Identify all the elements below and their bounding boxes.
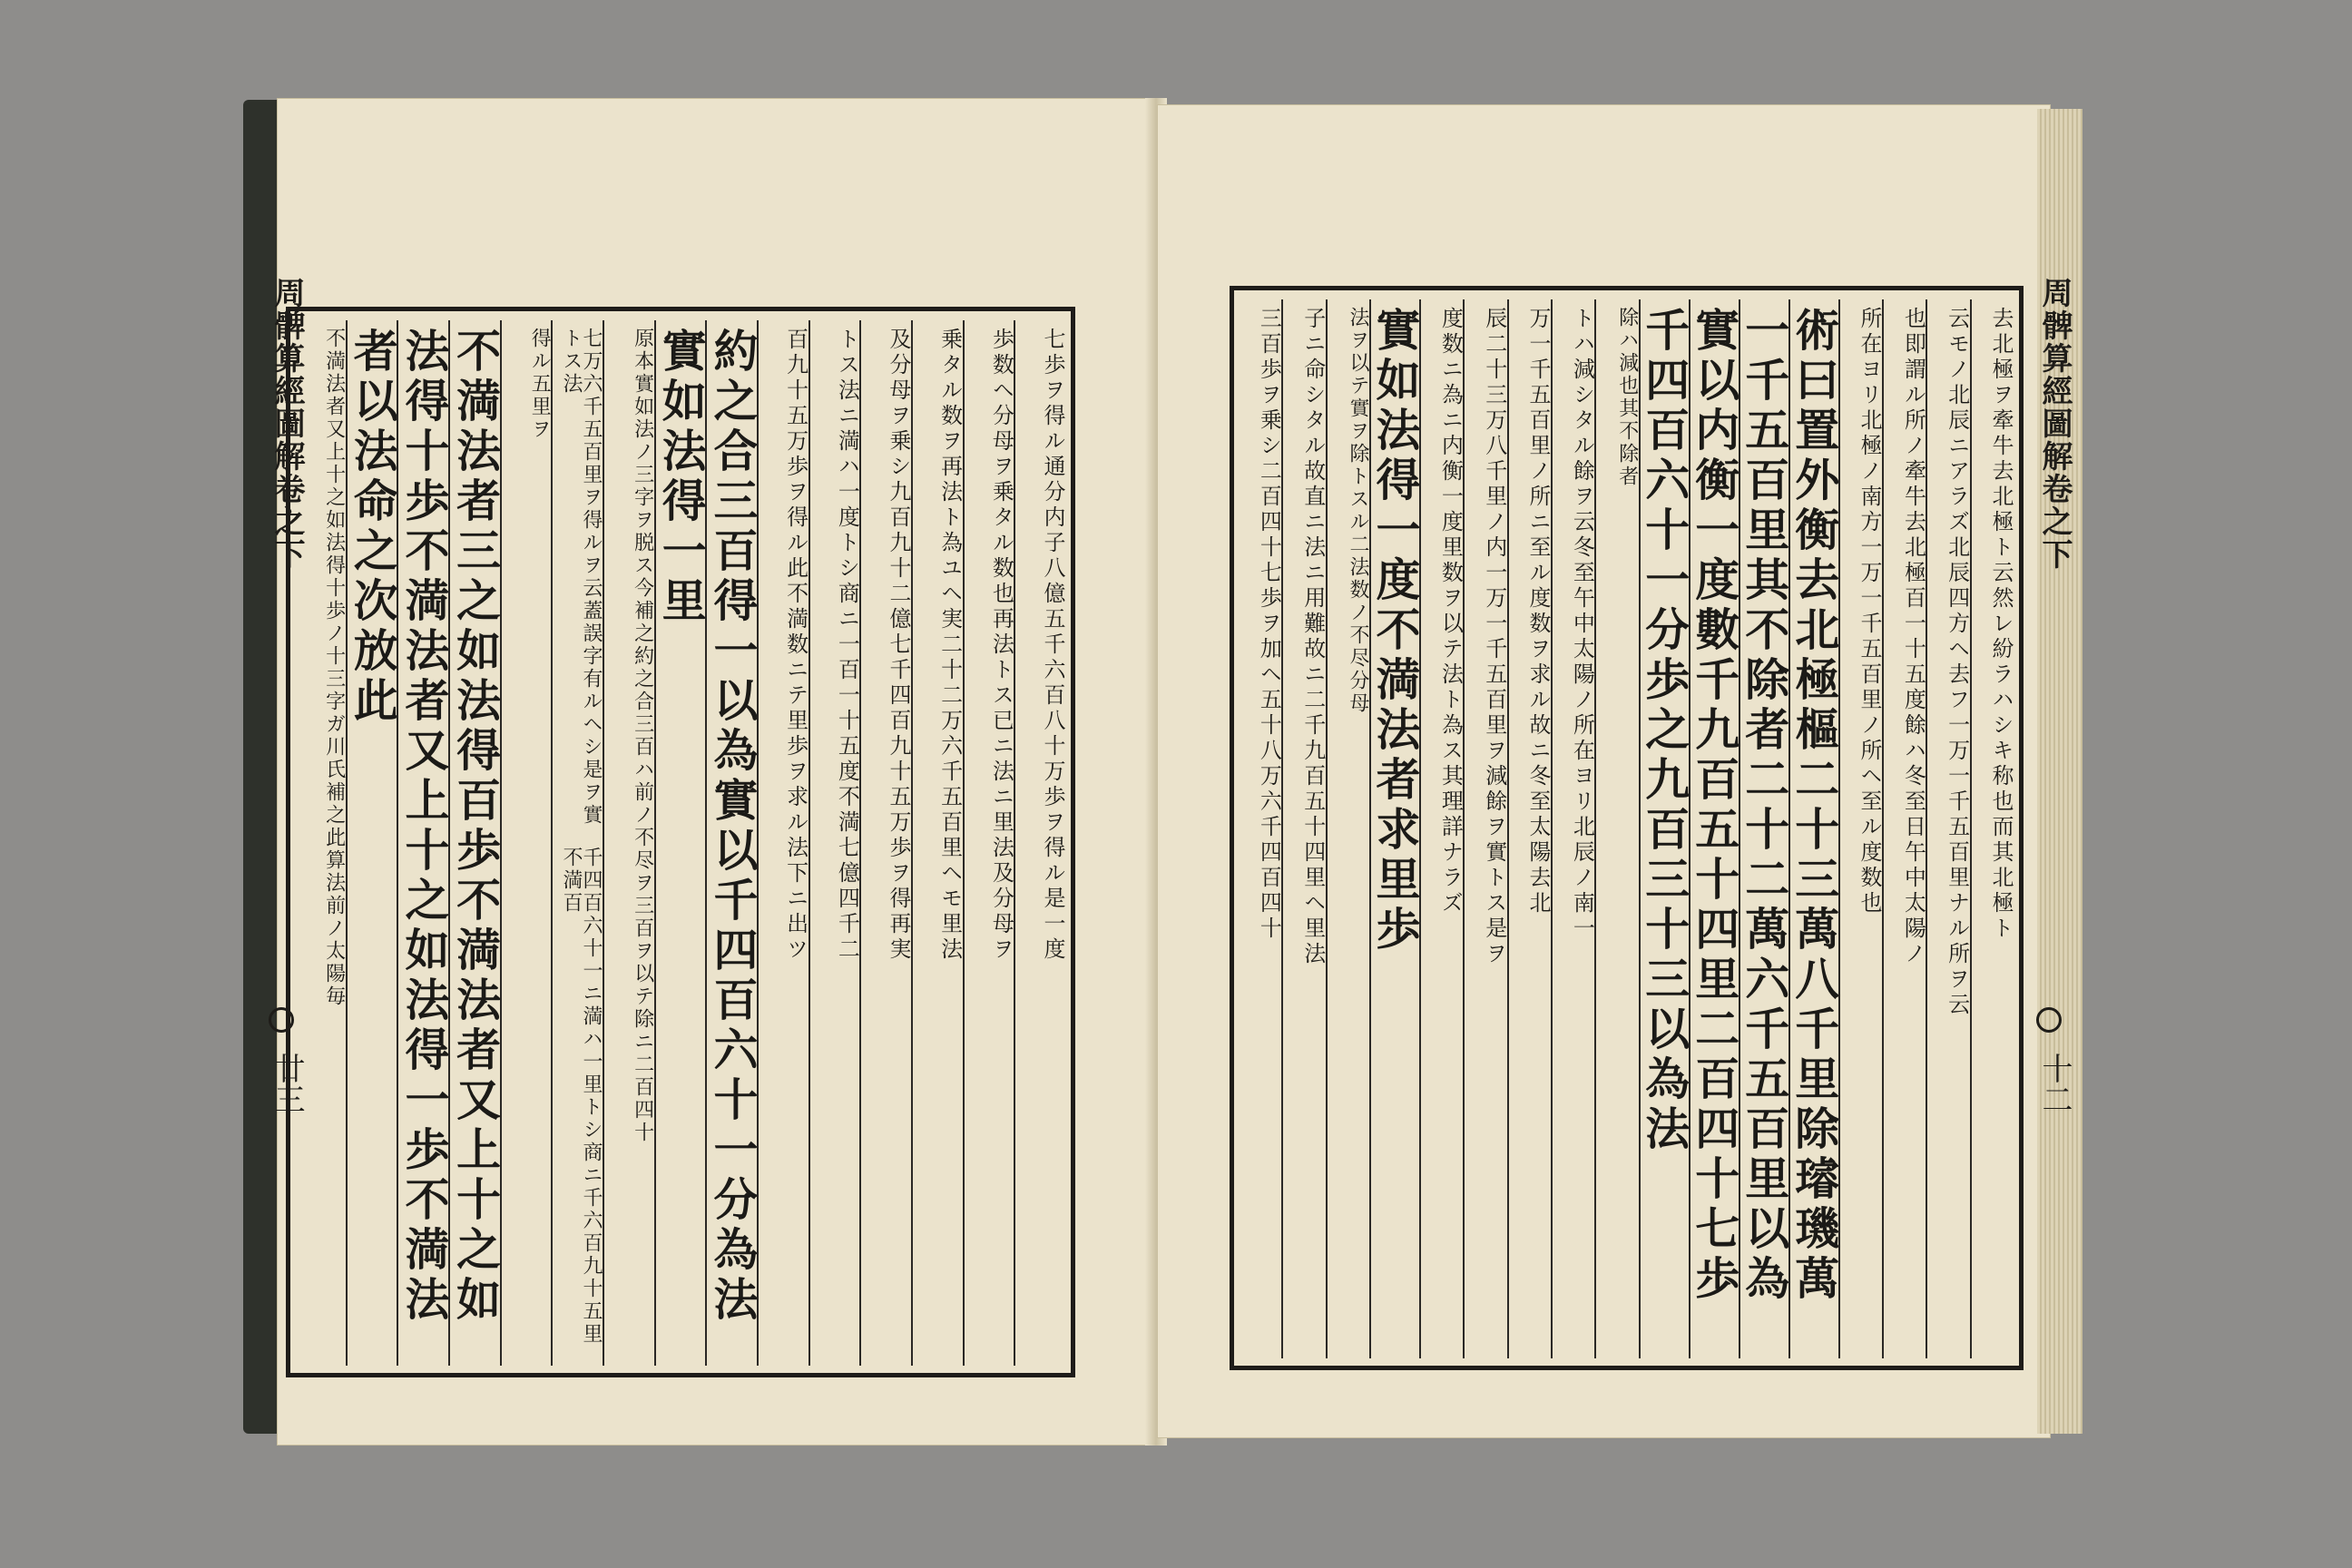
right-folio: 十二 [2036,1053,2073,1114]
text-column: 者以法命之次放此 [346,320,397,1366]
text-column: トハ減シタル餘ヲ云冬至午中太陽ノ所在ヨリ北辰ノ南一 [1551,299,1594,1358]
text-column: 不満法者三之如法得百歩不満法者又上十之如 [448,320,500,1366]
left-columns [296,320,1065,1366]
text-column: 歩数ヘ分母ヲ乗タル数也再法トス已ニ法ニ里法及分母ヲ [963,320,1014,1366]
right-fish-tail-mark [2036,1007,2062,1033]
text-column: 一千五百里其不除者二十二萬六千五百里以為 [1739,299,1788,1358]
left-text-frame [286,307,1075,1377]
annotation-line: 七万六千五百里ヲ得ルヲ云蓋誤字有ルヘシ是ヲ實トス法 [559,328,603,827]
text-column: トス法ニ満ハ一度トシ商ニ一百一十五度不満七億四千二 [808,320,860,1366]
text-column: 去北極ヲ牽牛去北極ト云然レ紛ラハシキ称也而其北極ト [1970,299,2014,1358]
text-column [296,320,346,1366]
annotation-line: 得ル [528,328,552,373]
text-column: 術曰置外衡去北極樞二十三萬八千里除璿璣萬 [1788,299,1838,1358]
left-folio: 廿三 [269,1053,305,1114]
annotation-line: 除ハ減也 [1615,307,1639,397]
annotation-line: 其不除者 [1615,397,1639,488]
annotation-line: ル二法数ノ不尽分母 [1347,511,1370,715]
text-column [551,320,603,1366]
text-column: 七歩ヲ得ル通分内子八億五千六百八十万歩ヲ得ル是一度 [1014,320,1065,1366]
annotation-line: 三字ガ川氏補之此算法前ノ太陽毎 [322,668,346,1008]
annotation-line: 千四百六十一ニ満ハ一里トシ商ニ千六百九十五里不満百 [559,847,603,1346]
text-column: 辰二十三万八千里ノ内一万一千五百里ヲ減餘ヲ實トス是ヲ [1463,299,1506,1358]
text-column: 百九十五万歩ヲ得ル此不満数ニテ里歩ヲ求ル法下ニ出ツ [757,320,808,1366]
annotation-line: 法ヲ以テ實ヲ除トス [1347,307,1370,511]
text-column: 万一千五百里ノ所ニ至ル度数ヲ求ル故ニ冬至太陽去北 [1507,299,1551,1358]
text-column: 所在ヨリ北極ノ南方一万一千五百里ノ所ヘ至ル度数也 [1838,299,1882,1358]
text-column: 法得十歩不満法者又上十之如法得一歩不満法 [397,320,448,1366]
text-column [500,320,552,1366]
text-column: 也即謂ル所ノ牽牛去北極百一十五度餘ハ冬至日午中太陽ノ [1882,299,1926,1358]
annotation-line: 原本實如法ノ三字ヲ脱ス今補之約之合三 [631,328,654,736]
right-columns [1240,299,2014,1358]
text-column [1326,299,1369,1358]
text-column: 云モノ北辰ニアラズ北辰四方ヘ去フ一万一千五百里ナル所ヲ云 [1926,299,1969,1358]
text-column: 子ニ命シタル故直ニ法ニ用難故ニ二千九百五十四里ヘ里法 [1281,299,1325,1358]
text-column: 乗タル数ヲ再法ト為ユヘ実二十二万六千五百里ヘモ里法 [911,320,963,1366]
annotation-line: 五里ヲ [528,373,552,441]
annotation-line: 不満法者又上十之如法得十歩ノ十 [322,328,346,668]
text-column: 實如法得一度不満法者求里歩 [1369,299,1419,1358]
text-column: 三百歩ヲ乗シ二百四十七歩ヲ加ヘ五十八万六千四百四十 [1256,307,1282,942]
text-column: 及分母ヲ乗シ九百九十二億七千四百九十五万歩ヲ得再実 [859,320,911,1366]
text-column: 實以内衡一度數千九百五十四里二百四十七歩 [1689,299,1739,1358]
text-column: 千四百六十一分歩之九百三十三以為法 [1639,299,1689,1358]
text-column [603,320,654,1366]
right-text-frame [1230,286,2024,1370]
text-column: 實如法得一里 [654,320,706,1366]
left-margin-title: 周髀算經圖解卷之下 [269,277,305,571]
text-column [1594,299,1638,1358]
text-column: 度数ニ為ニ内衡一度里数ヲ以テ法ト為ス其理詳ナラズ [1419,299,1463,1358]
text-column: 約之合三百得一以為實以千四百六十一分為法 [705,320,757,1366]
right-margin-title: 周髀算經圖解卷之下 [2036,277,2073,571]
annotation-line: 百ハ前ノ不尽ヲ三百ヲ以テ除ニ二百四十 [631,736,654,1144]
